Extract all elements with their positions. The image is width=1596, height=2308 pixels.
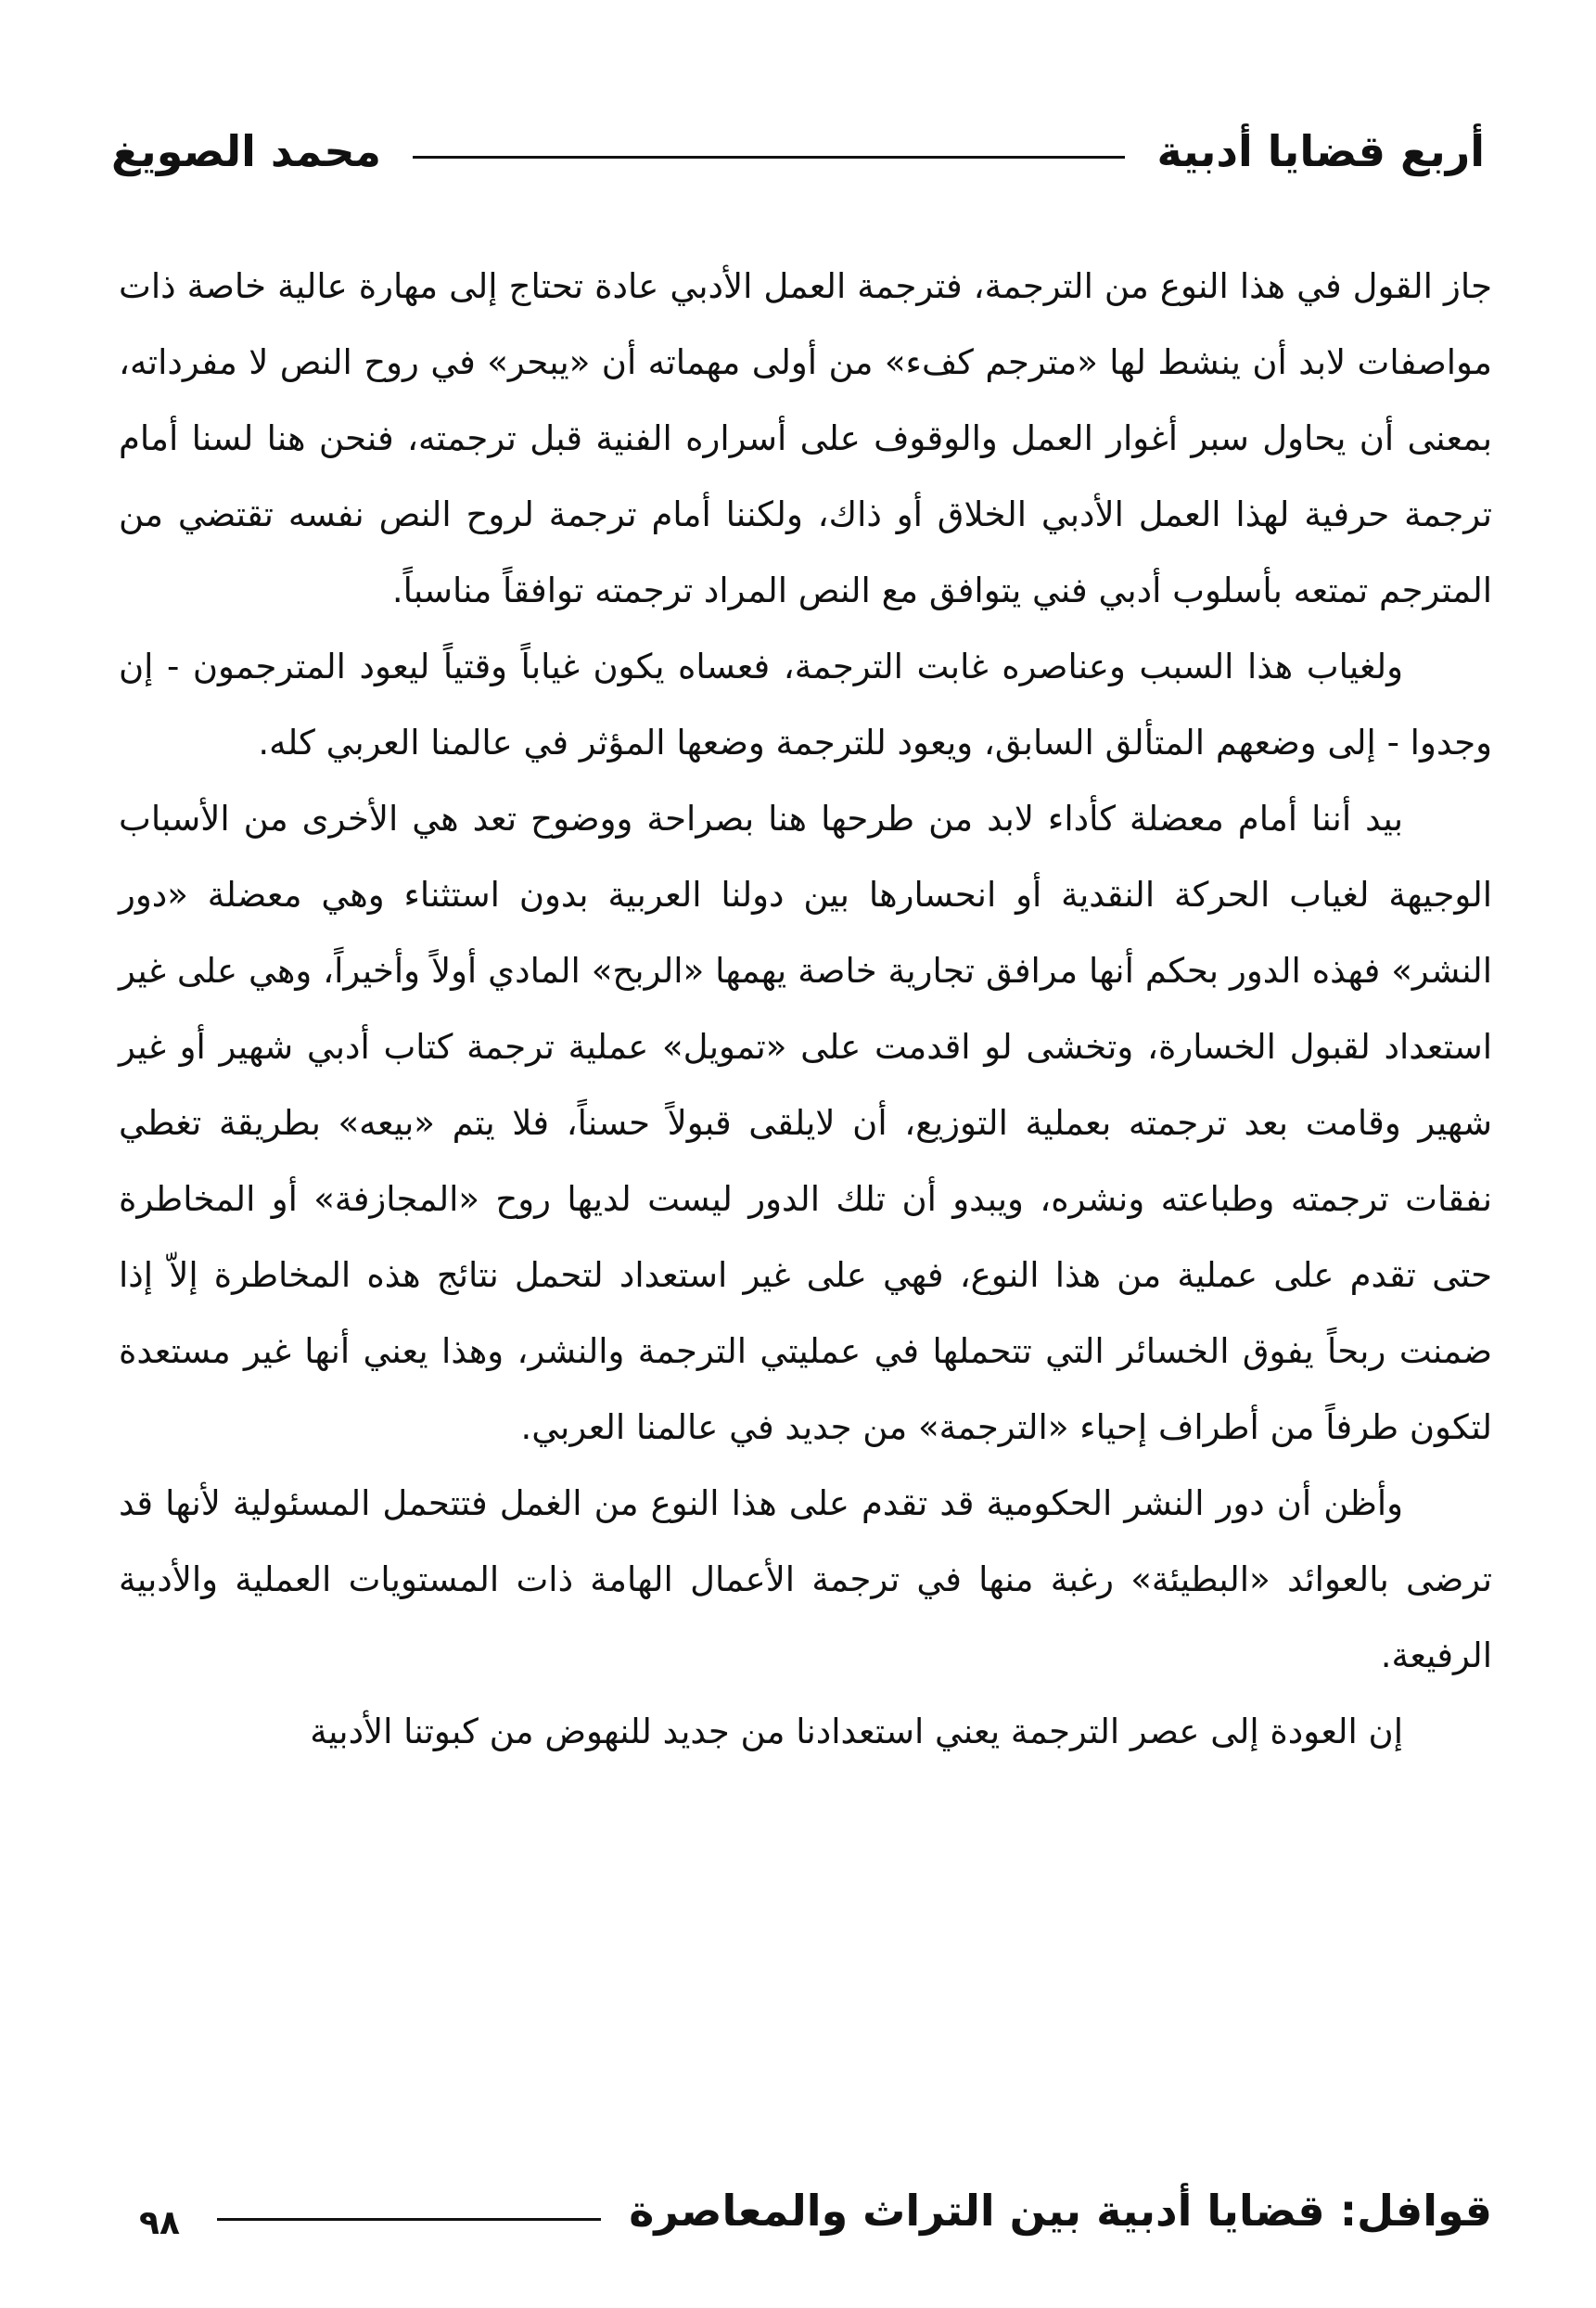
paragraph-1: جاز القول في هذا النوع من الترجمة، فترجمة العمل الأدبي عادة تحتاج إلى مهارة عالية خاصة ذات مواصفات لابد أن ينشط لها «مترجم كفء» من أولى مهماته أن «يبحر» في روح النص لا مفرداته، بمعنى أن يحاول سبر أغوار العمل والوقوف على أسراره الفنية قبل ترجمته، فنحن هنا لسنا أمام ترجمة حرفية لهذا العمل الأدبي الخلاق أو ذاك، ولكننا أمام ترجمة لروح النص نفسه تقتضي من المترجم تمتعه بأسلوب أدبي فني يتوافق مع النص المراد ترجمته توافقاً مناسباً. — [119, 266, 1492, 610]
header-rule — [413, 156, 1125, 159]
header-book-title: أربع قضايا أدبية — [1156, 126, 1485, 176]
running-footer — [139, 2178, 1492, 2243]
page-number: ٩٨ — [139, 2203, 180, 2242]
running-header — [111, 119, 1485, 184]
footer-rule — [217, 2218, 601, 2221]
paragraph-2: ولغياب هذا السبب وعناصره غابت الترجمة، فعساه يكون غياباً وقتياً ليعود المترجمون - إن وجدوا - إلى وضعهم المتألق السابق، ويعود للترجمة وضعها المؤثر في عالمنا العربي كله. — [119, 647, 1492, 763]
paragraph-3: بيد أننا أمام معضلة كأداء لابد من طرحها هنا بصراحة ووضوح تعد هي الأخرى من الأسباب الوجيهة لغياب الحركة النقدية أو انحسارها بين دولنا العربية بدون استثناء وهي معضلة «دور النشر» فهذه الدور بحكم أنها مرافق تجارية خاصة يهمها «الربح» المادي أولاً وأخيراً، وهي على غير استعداد لقبول الخسارة، وتخشى لو اقدمت على «تمويل» عملية ترجمة كتاب أدبي شهير أو غير شهير وقامت بعد ترجمته بعملية التوزيع، أن لايلقى قبولاً حسناً، فلا يتم «بيعه» بطريقة تغطي نفقات ترجمته وطباعته ونشره، ويبدو أن تلك الدور ليست لديها روح «المجازفة» أو المخاطرة حتى تقدم على عملية من هذا النوع، فهي على غير استعداد لتحمل نتائج هذه المخاطرة إلاّ إذا ضمنت ربحاً يفوق الخسائر التي تتحملها في عمليتي الترجمة والنشر، وهذا يعني أنها غير مستعدة لتكون طرفاً من أطراف إحياء «الترجمة» من جديد في عالمنا العربي. — [119, 799, 1492, 1447]
header-author: محمد الصويغ — [111, 126, 381, 176]
footer-series-title: قوافل: قضايا أدبية بين التراث والمعاصرة — [629, 2186, 1492, 2236]
paragraph-4: وأظن أن دور النشر الحكومية قد تقدم على هذا النوع من الغمل فتتحمل المسئولية لأنها قد ترضى بالعوائد «البطيئة» رغبة منها في ترجمة الأعمال الهامة ذات المستويات العملية والأدبية الرفيعة. — [119, 1483, 1492, 1675]
body-text — [119, 249, 1492, 1770]
paragraph-5: إن العودة إلى عصر الترجمة يعني استعدادنا من جديد للنهوض من كبوتنا الأدبية — [310, 1712, 1403, 1751]
